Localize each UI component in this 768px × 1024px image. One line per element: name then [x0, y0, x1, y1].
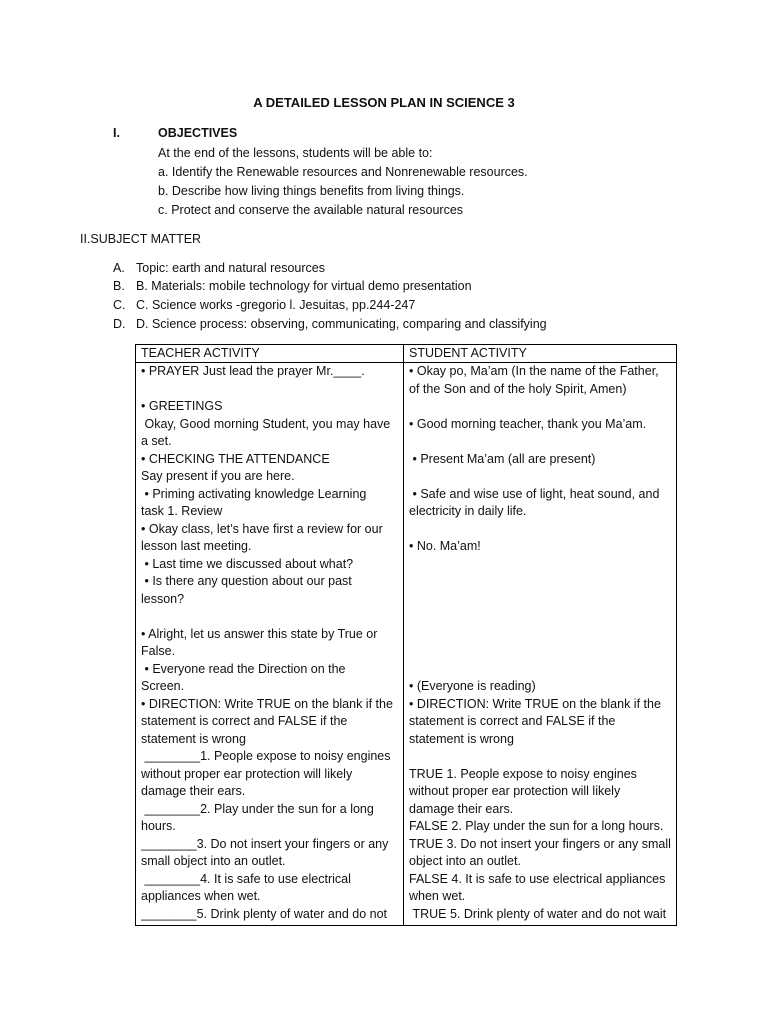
student-activity-line: • DIRECTION: Write TRUE on the blank if the: [409, 696, 661, 711]
teacher-activity-line: lesson last meeting.: [141, 539, 252, 553]
teacher-activity-line: hours.: [141, 819, 176, 833]
student-activity-line: of the Son and of the holy Spirit, Amen): [409, 381, 627, 396]
subject-matter-heading: II.SUBJECT MATTER: [80, 232, 202, 246]
student-activity-line: • No. Ma’am!: [409, 539, 481, 553]
table-column-divider: [403, 345, 404, 925]
student-activity-line: TRUE 3. Do not insert your fingers or any small: [409, 836, 671, 851]
teacher-activity-line: False.: [141, 644, 176, 658]
subject-item-d-letter: D.: [113, 317, 126, 331]
student-activity-line: [409, 643, 675, 661]
teacher-activity-line: statement is correct and FALSE if the: [141, 714, 348, 728]
student-activity-line: when wet.: [409, 889, 466, 903]
student-activity-line: [409, 573, 675, 591]
teacher-activity-line: • Alright, let us answer this state by True or: [141, 626, 378, 641]
objective-item-c: c. Protect and conserve the available natural resources: [158, 203, 464, 217]
student-activity-header: STUDENT ACTIVITY: [409, 346, 527, 360]
student-activity-line: [409, 468, 675, 486]
teacher-activity-line: appliances when wet.: [141, 889, 261, 903]
teacher-activity-line: • PRAYER Just lead the prayer Mr.____.: [141, 364, 365, 378]
student-activity-column: [409, 363, 675, 925]
student-activity-line: damage their ears.: [409, 801, 514, 816]
teacher-activity-line: [141, 608, 399, 626]
teacher-activity-line: • DIRECTION: Write TRUE on the blank if the: [141, 696, 393, 711]
student-activity-line: • (Everyone is reading): [409, 679, 536, 693]
teacher-activity-line: • GREETINGS: [141, 399, 223, 413]
teacher-activity-line: a set.: [141, 434, 172, 448]
objectives-numeral: I.: [113, 126, 120, 140]
student-activity-line: TRUE 5. Drink plenty of water and do not wait: [409, 906, 667, 921]
document-title: A DETAILED LESSON PLAN IN SCIENCE 3: [253, 95, 515, 110]
subject-item-a-text: Topic: earth and natural resources: [136, 261, 325, 275]
student-activity-line: • Okay po, Ma’am (In the name of the Father,: [409, 364, 659, 378]
student-activity-line: [409, 521, 675, 539]
student-activity-line: FALSE 4. It is safe to use electrical appliances: [409, 871, 666, 886]
teacher-activity-line: Say present if you are here.: [141, 469, 295, 483]
teacher-activity-line: task 1. Review: [141, 504, 223, 518]
objectives-intro: At the end of the lessons, students will be able to:: [158, 146, 433, 160]
student-activity-line: [409, 748, 675, 766]
teacher-activity-column: [141, 363, 399, 925]
subject-item-d-text: D. Science process: observing, communicating, comparing and classifying: [136, 317, 547, 331]
teacher-activity-line: • Is there any question about our past: [141, 574, 352, 588]
teacher-activity-line: statement is wrong: [141, 731, 246, 746]
student-activity-line: without proper ear protection will likely: [409, 784, 621, 798]
objectives-heading: OBJECTIVES: [158, 126, 238, 140]
teacher-activity-line: without proper ear protection will likely: [141, 766, 353, 781]
subject-item-c-text: C. Science works -gregorio l. Jesuitas, pp.244-247: [136, 298, 416, 312]
teacher-activity-line: • Priming activating knowledge Learning: [141, 486, 367, 501]
teacher-activity-line: ________1. People expose to noisy engines: [141, 749, 391, 763]
teacher-activity-line: Okay, Good morning Student, you may have: [141, 416, 391, 431]
student-activity-line: statement is correct and FALSE if the: [409, 714, 616, 728]
subject-item-c-letter: C.: [113, 298, 126, 312]
student-activity-line: [409, 556, 675, 574]
teacher-activity-header: TEACHER ACTIVITY: [141, 346, 260, 360]
student-activity-line: • Good morning teacher, thank you Ma’am.: [409, 416, 647, 431]
teacher-activity-line: small object into an outlet.: [141, 854, 286, 868]
student-activity-line: FALSE 2. Play under the sun for a long hours.: [409, 819, 664, 833]
student-activity-line: electricity in daily life.: [409, 504, 527, 518]
teacher-activity-line: Screen.: [141, 679, 185, 693]
student-activity-line: [409, 661, 675, 679]
activity-table: [135, 344, 677, 926]
subject-item-b-text: B. Materials: mobile technology for virtual demo presentation: [136, 279, 472, 293]
student-activity-line: [409, 398, 675, 416]
student-activity-line: [409, 608, 675, 626]
teacher-activity-line: [141, 381, 399, 399]
student-activity-line: • Safe and wise use of light, heat sound, and: [409, 486, 660, 501]
objective-item-a: a. Identify the Renewable resources and Nonrenewable resources.: [158, 165, 528, 179]
student-activity-line: [409, 626, 675, 644]
objective-item-b: b. Describe how living things benefits from living things.: [158, 184, 465, 198]
subject-item-b-letter: B.: [113, 279, 125, 293]
student-activity-line: TRUE 1. People expose to noisy engines: [409, 766, 637, 781]
teacher-activity-line: lesson?: [141, 591, 185, 606]
teacher-activity-line: • CHECKING THE ATTENDANCE: [141, 451, 330, 466]
student-activity-line: [409, 591, 675, 609]
teacher-activity-line: ________5. Drink plenty of water and do not: [141, 906, 388, 921]
student-activity-line: [409, 433, 675, 451]
teacher-activity-line: • Everyone read the Direction on the: [141, 661, 346, 676]
subject-item-a-letter: A.: [113, 261, 125, 275]
teacher-activity-line: damage their ears.: [141, 784, 246, 798]
student-activity-line: statement is wrong: [409, 731, 514, 746]
teacher-activity-line: ________4. It is safe to use electrical: [141, 871, 351, 886]
student-activity-line: object into an outlet.: [409, 854, 521, 868]
teacher-activity-line: • Okay class, let’s have first a review for our: [141, 521, 383, 536]
teacher-activity-line: • Last time we discussed about what?: [141, 556, 354, 571]
student-activity-line: • Present Ma’am (all are present): [409, 451, 596, 466]
teacher-activity-line: ________3. Do not insert your fingers or any: [141, 836, 389, 851]
teacher-activity-line: ________2. Play under the sun for a long: [141, 801, 374, 816]
